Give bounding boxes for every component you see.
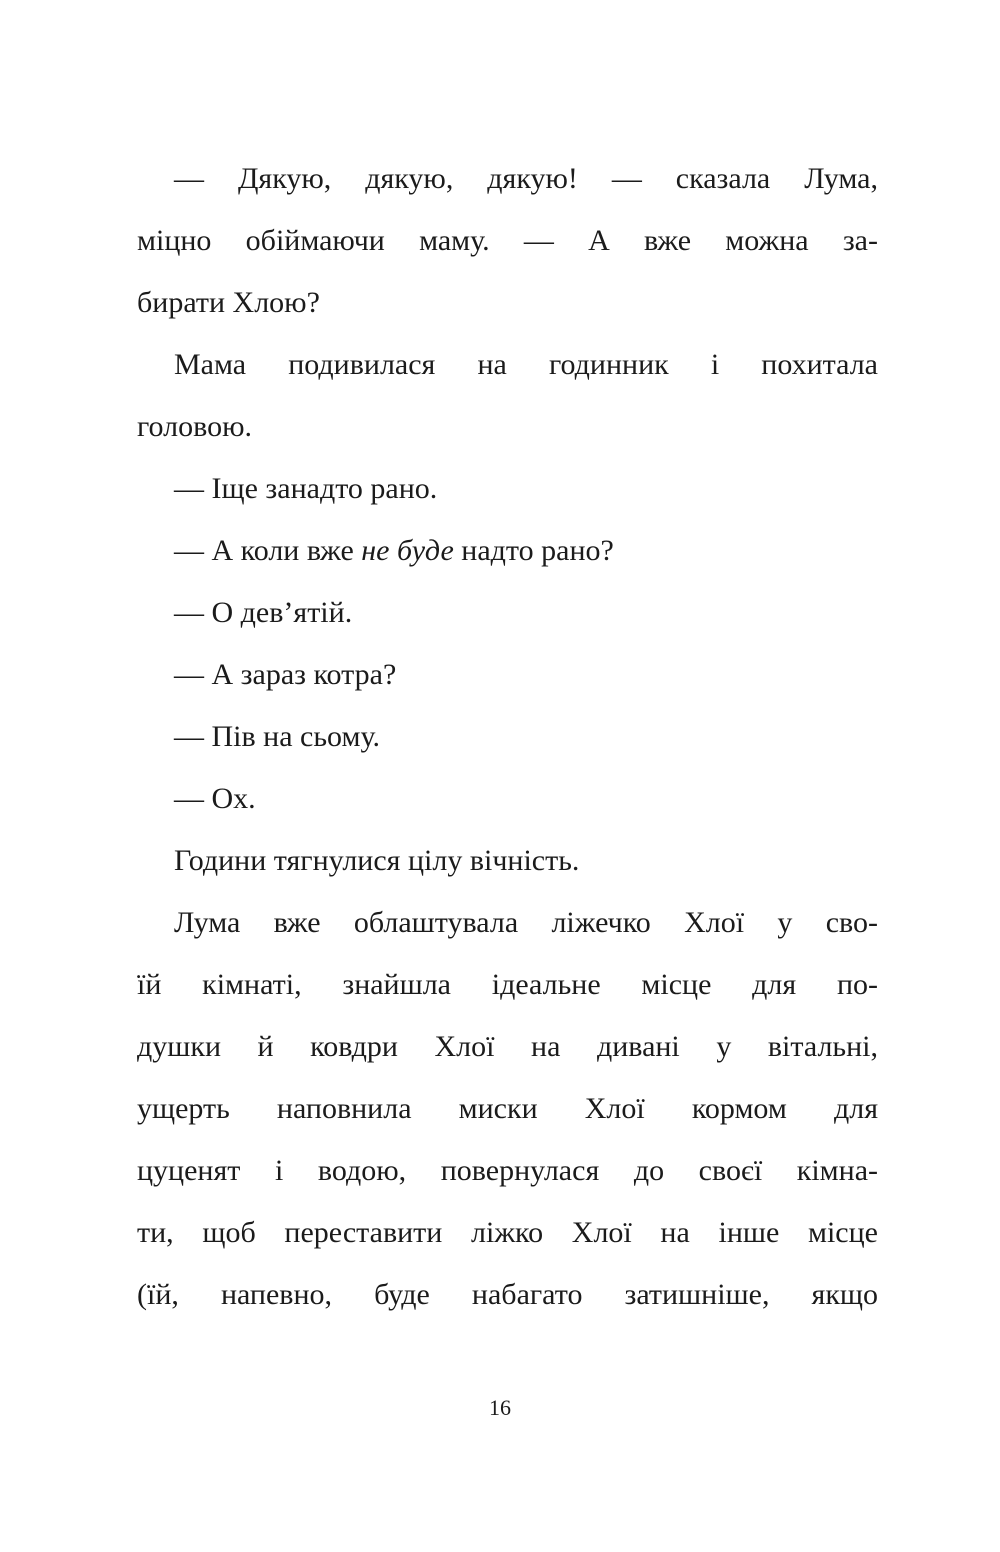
text-line bbox=[137, 210, 878, 272]
text-segment: душки й ковдри Хлої на дивані у вітальні, bbox=[137, 1030, 878, 1063]
text-line bbox=[137, 520, 878, 582]
paragraph bbox=[137, 458, 878, 520]
text-segment: бирати Хлою? bbox=[137, 286, 320, 319]
text-line bbox=[137, 706, 878, 768]
paragraph bbox=[137, 892, 878, 1326]
text-line bbox=[137, 1016, 878, 1078]
text-line bbox=[137, 1078, 878, 1140]
text-segment: цуценят і водою, повернулася до своєї кімна- bbox=[137, 1154, 878, 1187]
text-line bbox=[137, 458, 878, 520]
text-line bbox=[137, 1202, 878, 1264]
text-segment: Лума вже облаштувала ліжечко Хлої у сво- bbox=[174, 906, 878, 939]
text-segment: Години тягнулися цілу вічність. bbox=[174, 844, 580, 877]
text-block bbox=[137, 148, 878, 1326]
page-number: 16 bbox=[489, 1395, 511, 1420]
text-line bbox=[137, 582, 878, 644]
paragraph bbox=[137, 334, 878, 458]
text-line bbox=[137, 768, 878, 830]
text-line bbox=[137, 644, 878, 706]
text-segment: Мама подивилася на годинник і похитала bbox=[174, 348, 878, 381]
text-segment: ущерть наповнила миски Хлої кормом для bbox=[137, 1092, 878, 1125]
text-segment: міцно обіймаючи маму. — А вже можна за- bbox=[137, 224, 878, 257]
text-segment: ти, щоб переставити ліжко Хлої на інше місце bbox=[137, 1216, 878, 1249]
text-segment: — А коли вже bbox=[174, 534, 362, 567]
text-segment: — Пів на сьому. bbox=[174, 720, 380, 753]
text-segment: — А зараз котра? bbox=[174, 658, 397, 691]
text-segment: їй кімнаті, знайшла ідеальне місце для по- bbox=[137, 968, 878, 1001]
paragraph bbox=[137, 520, 878, 582]
paragraph bbox=[137, 644, 878, 706]
text-segment: — Дякую, дякую, дякую! — сказала Лума, bbox=[174, 162, 878, 195]
text-line bbox=[137, 1140, 878, 1202]
italic-text: не буде bbox=[361, 534, 454, 567]
text-line bbox=[137, 334, 878, 396]
text-segment: (їй, напевно, буде набагато затишніше, якщо bbox=[137, 1278, 878, 1311]
text-line bbox=[137, 148, 878, 210]
paragraph bbox=[137, 830, 878, 892]
text-line bbox=[137, 830, 878, 892]
text-segment: — О дев’ятій. bbox=[174, 596, 353, 629]
text-line bbox=[137, 272, 878, 334]
text-segment: — Іще занадто рано. bbox=[174, 472, 438, 505]
text-line bbox=[137, 396, 878, 458]
text-segment: надто рано? bbox=[453, 534, 614, 567]
paragraph bbox=[137, 706, 878, 768]
text-segment: — Ох. bbox=[174, 782, 256, 815]
text-line bbox=[137, 1264, 878, 1326]
text-segment: головою. bbox=[137, 410, 253, 443]
paragraph bbox=[137, 148, 878, 334]
text-line bbox=[137, 954, 878, 1016]
text-line bbox=[137, 892, 878, 954]
paragraph bbox=[137, 768, 878, 830]
paragraph bbox=[137, 582, 878, 644]
